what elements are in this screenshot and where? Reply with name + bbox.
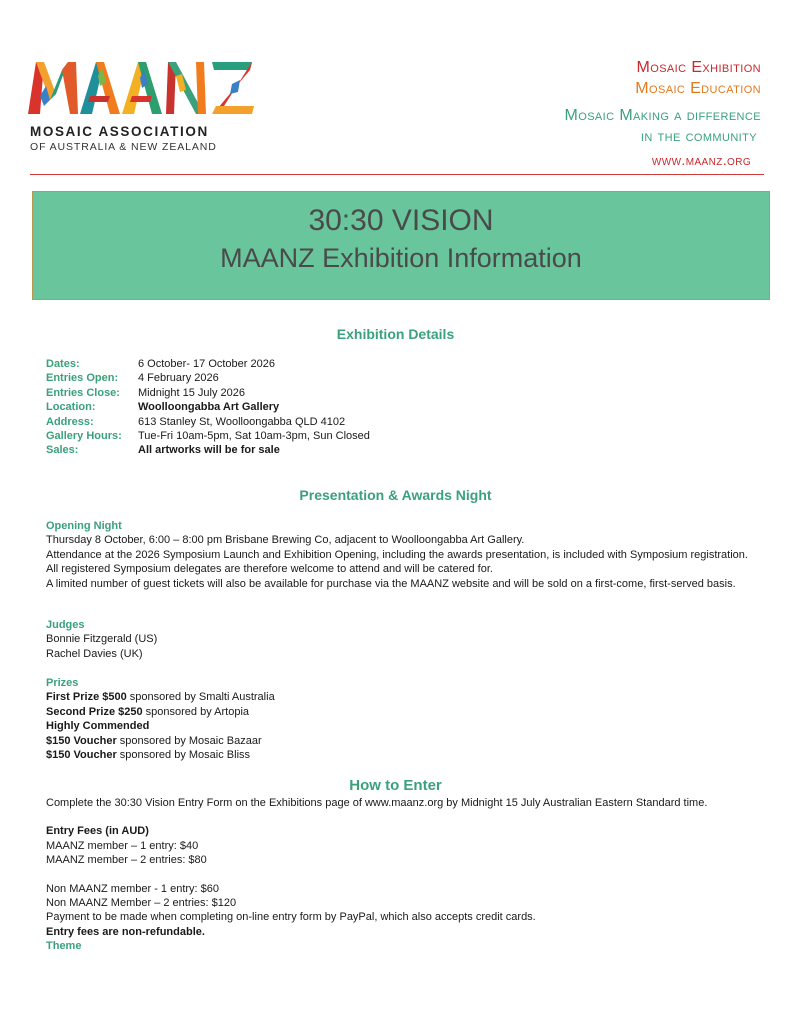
prize-item [46, 734, 758, 748]
detail-value: Woolloongabba Art Gallery [138, 401, 280, 414]
exhibition-details-list [46, 357, 370, 458]
prize-name: Second Prize $250 [46, 705, 143, 718]
detail-label: Dates: [46, 358, 80, 370]
detail-row-address [46, 415, 370, 429]
logo-region-line: OF AUSTRALIA & NEW ZEALAND [30, 141, 217, 153]
opening-night-time: Thursday 8 October, 6:00 – 8:00 pm Brisbane Brewing Co, adjacent to Woolloongabba Art Gallery. [46, 534, 525, 547]
detail-label: Address: [46, 415, 94, 428]
detail-label: Location: [46, 401, 96, 414]
opening-night-guest-tickets: A limited number of guest tickets will also be available for purchase via the MAANZ website and will be sold on a first-come, first-served basis. [46, 577, 736, 590]
prize-name: $150 Voucher [46, 734, 117, 747]
non-refundable-note: Entry fees are non-refundable. [46, 925, 205, 938]
detail-value: 4 February 2026 [138, 372, 219, 385]
logo-association-line: MOSAIC ASSOCIATION [30, 124, 209, 139]
theme-label: Theme [46, 940, 82, 953]
detail-label: Entries Open: [46, 372, 119, 385]
tagline-community: in the community [640, 128, 757, 145]
prize-sponsor: sponsored by Smalti Australia [126, 691, 275, 704]
opening-night-attendance: Attendance at the 2026 Symposium Launch and Exhibition Opening, including the awards presentation, is included with Symposium registration. All registered Symposium delegates are therefore welcome to attend and will be catered for. [46, 548, 748, 576]
tagline-difference: Mosaic Making a difference [564, 107, 761, 124]
prize-item [46, 748, 758, 762]
header-tagline [565, 57, 761, 171]
entry-fees-label: Entry Fees (in AUD) [46, 825, 149, 838]
fee-item: Non MAANZ Member – 2 entries: $120 [46, 897, 237, 910]
tagline-exhibition: Mosaic Exhibition [636, 59, 761, 76]
judges-label: Judges [46, 619, 85, 631]
detail-value: 6 October- 17 October 2026 [138, 358, 275, 370]
how-to-enter-section [46, 796, 758, 954]
detail-row-location [46, 400, 370, 414]
prizes-section [46, 676, 758, 762]
maanz-mosaic-logo-icon [26, 56, 266, 118]
detail-value: All artworks will be for sale [138, 444, 280, 457]
judge-item: Bonnie Fitzgerald (US) [46, 633, 158, 646]
tagline-education: Mosaic Education [635, 80, 761, 97]
detail-row-gallery-hours [46, 429, 370, 443]
fee-item: Non MAANZ member - 1 entry: $60 [46, 882, 220, 895]
prize-name: First Prize $500 [46, 691, 127, 704]
detail-value: Midnight 15 July 2026 [138, 386, 246, 399]
opening-night-section [46, 519, 758, 591]
detail-row-entries-close [46, 386, 370, 400]
detail-row-sales [46, 443, 370, 457]
fee-item: MAANZ member – 2 entries: $80 [46, 854, 207, 867]
prize-sponsor: sponsored by Mosaic Bliss [116, 749, 251, 762]
opening-night-label: Opening Night [46, 520, 122, 532]
judge-item: Rachel Davies (UK) [46, 647, 143, 660]
prize-item [46, 690, 758, 704]
prize-name: Highly Commended [46, 720, 150, 733]
detail-row-dates [46, 357, 370, 371]
prize-sponsor: sponsored by Mosaic Bazaar [116, 734, 262, 747]
prize-item [46, 719, 758, 733]
prize-item [46, 705, 758, 719]
entry-instructions: Complete the 30:30 Vision Entry Form on the Exhibitions page of www.maanz.org by Midnight 15 July Australian Eastern Standard time. [46, 797, 708, 809]
detail-label: Gallery Hours: [46, 430, 122, 443]
awards-night-heading: Presentation & Awards Night [299, 487, 492, 503]
prize-sponsor: sponsored by Artopia [142, 705, 250, 718]
fee-item: MAANZ member – 1 entry: $40 [46, 839, 199, 852]
detail-label: Entries Close: [46, 386, 120, 399]
website-link[interactable]: www.maanz.org [651, 152, 751, 168]
prizes-label: Prizes [46, 677, 79, 689]
title-banner [32, 191, 770, 300]
payment-info: Payment to be made when completing on-line entry form by PayPal, which also accepts credit cards. [46, 911, 536, 924]
detail-value: Tue-Fri 10am-5pm, Sat 10am-3pm, Sun Closed [138, 430, 370, 443]
banner-title: 30:30 VISION [308, 204, 494, 237]
prize-name: $150 Voucher [46, 749, 117, 762]
how-to-enter-heading: How to Enter [349, 777, 442, 794]
header-divider [30, 174, 764, 175]
detail-label: Sales: [46, 444, 79, 457]
detail-row-entries-open [46, 371, 370, 385]
judges-section [46, 618, 758, 661]
detail-value: 613 Stanley St, Woolloongabba QLD 4102 [138, 415, 346, 428]
exhibition-details-heading: Exhibition Details [336, 326, 455, 342]
banner-subtitle: MAANZ Exhibition Information [220, 243, 582, 273]
